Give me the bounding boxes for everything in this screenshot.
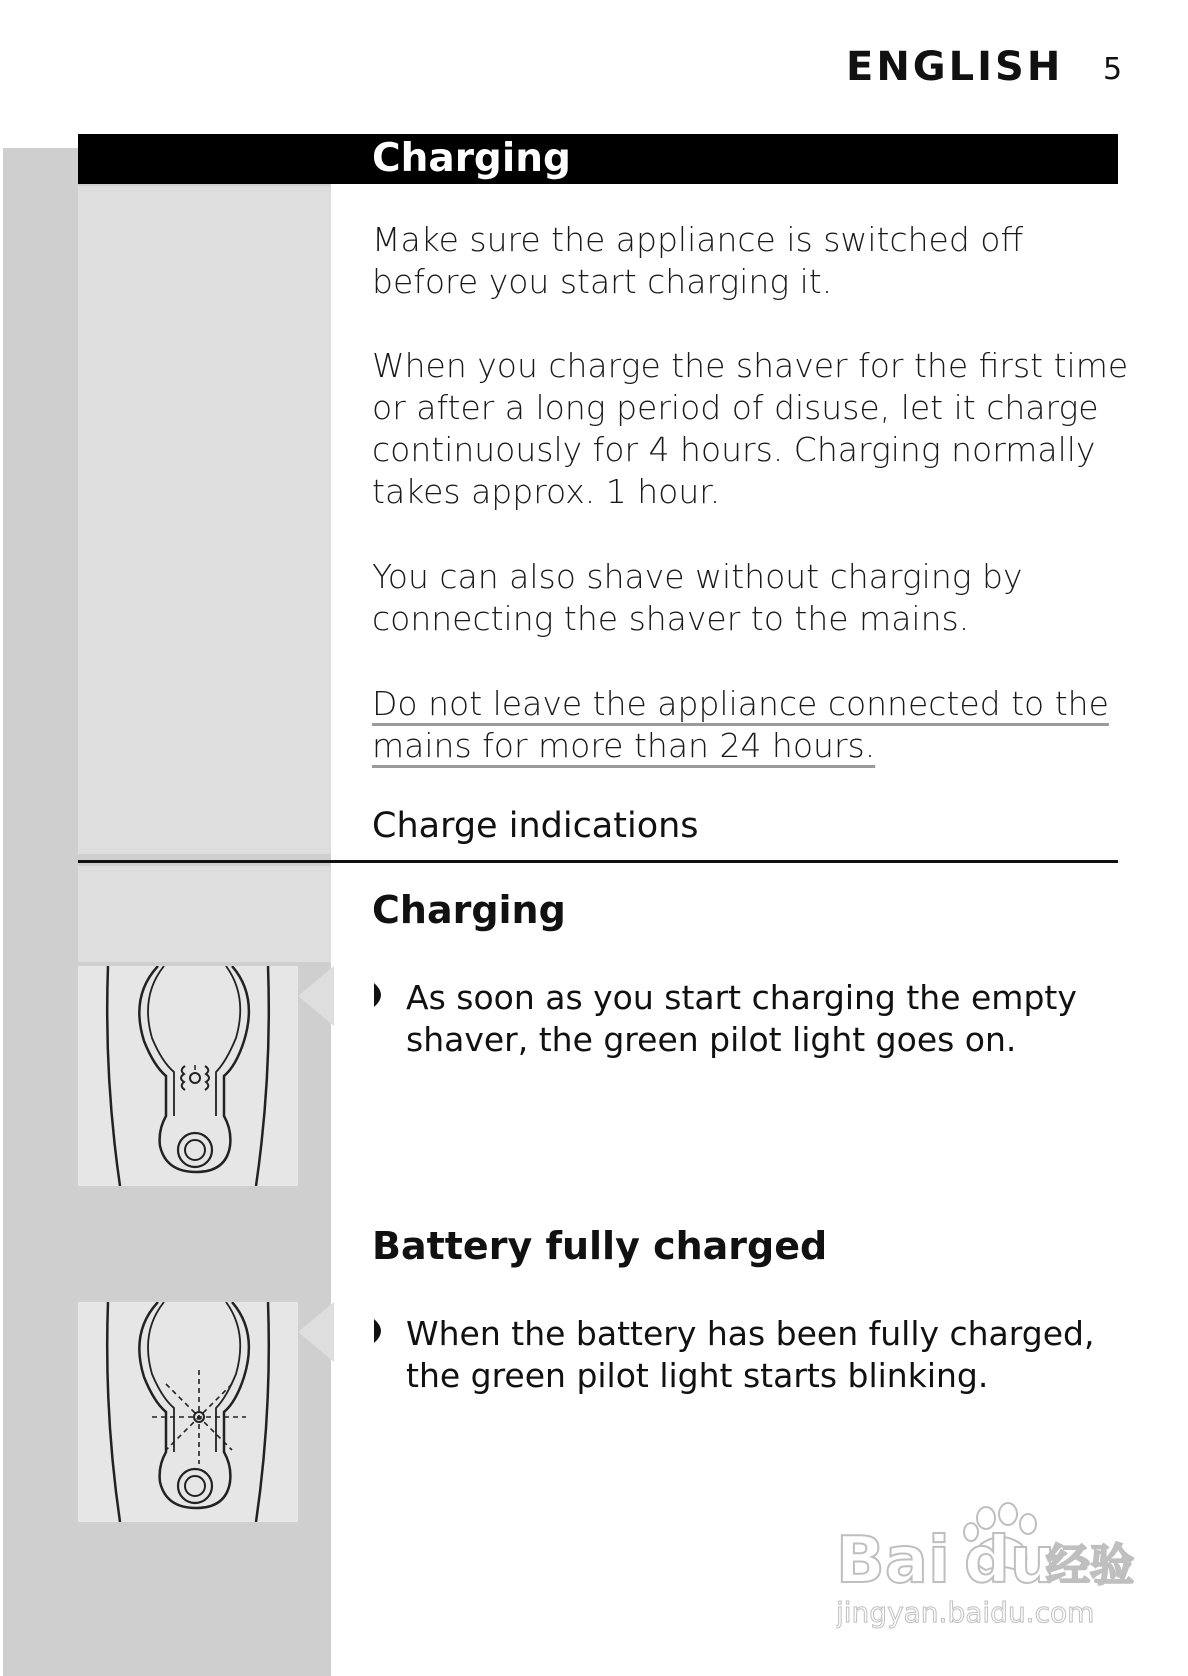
language-label: ENGLISH bbox=[846, 44, 1064, 90]
paragraph-first-charge: When you charge the shaver for the first time or after a long period of disuse, let it charge continuously for 4 hours. Charging normally takes approx. 1 hour. bbox=[372, 346, 1129, 511]
charging-bullet-text: As soon as you start charging the empty shaver, the green pilot light goes on. bbox=[406, 978, 1077, 1059]
section-title-bar bbox=[78, 134, 1118, 184]
battery-full-bullet-text: When the battery has been fully charged, the green pilot light starts blinking. bbox=[406, 1314, 1095, 1395]
left-margin-panel-top bbox=[78, 186, 331, 854]
svg-text:jingyan.baidu.com: jingyan.baidu.com bbox=[836, 1596, 1095, 1629]
warning-paragraph bbox=[372, 683, 1132, 767]
page-number: 5 bbox=[1103, 52, 1123, 87]
pilot-light-on-icon bbox=[78, 966, 298, 1186]
bullet-marker-icon bbox=[372, 1317, 388, 1345]
paragraph-switch-off: Make sure the appliance is switched off before you start charging it. bbox=[372, 220, 1024, 301]
svg-text:du: du bbox=[964, 1524, 1056, 1598]
warning-text: Do not leave the appliance connected to the mains for more than 24 hours. bbox=[372, 684, 1109, 765]
charging-bullet bbox=[372, 977, 1132, 1061]
charging-heading: Charging bbox=[372, 888, 566, 932]
charge-indications-heading: Charge indications bbox=[372, 806, 699, 846]
battery-full-heading: Battery fully charged bbox=[372, 1224, 828, 1268]
left-margin-panel-middle bbox=[78, 866, 331, 962]
svg-text:Bai: Bai bbox=[836, 1524, 950, 1598]
illustration-pointer-icon bbox=[298, 966, 334, 1026]
pilot-light-blinking-icon bbox=[78, 1302, 298, 1522]
battery-full-bullet bbox=[372, 1313, 1132, 1397]
illustration-pointer-icon bbox=[298, 1302, 334, 1362]
section-divider bbox=[78, 860, 1118, 863]
section-title: Charging bbox=[372, 136, 571, 181]
bullet-marker-icon bbox=[372, 981, 388, 1009]
svg-text:经验: 经验 bbox=[1046, 1540, 1134, 1591]
baidu-watermark-logo bbox=[836, 1500, 1136, 1630]
paragraph-mains-shaving: You can also shave without charging by connecting the shaver to the mains. bbox=[372, 557, 1023, 638]
